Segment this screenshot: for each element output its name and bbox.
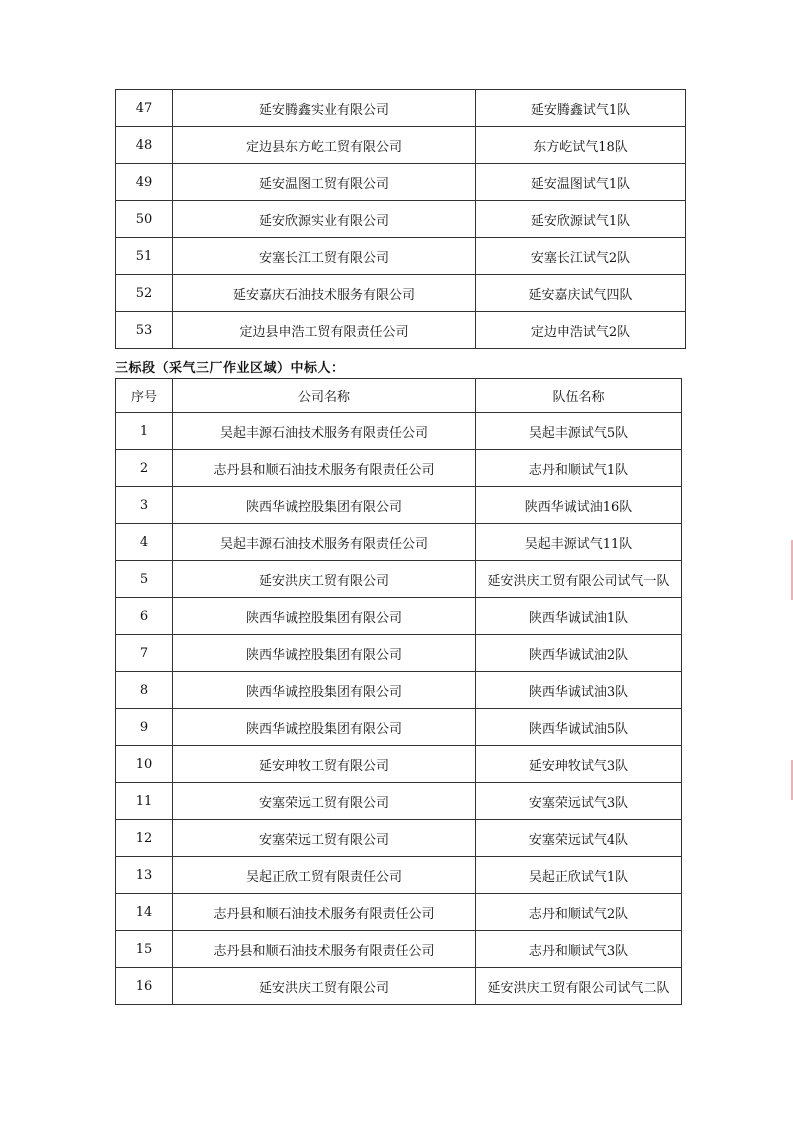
winners-table-continued <box>115 89 686 349</box>
cell-team-name: 东方屹试气18队 <box>476 127 686 164</box>
table-row <box>116 709 682 746</box>
table-row <box>116 127 686 164</box>
cell-serial-number: 1 <box>116 413 173 450</box>
cell-team-name: 延安洪庆工贸有限公司试气二队 <box>476 968 682 1005</box>
cell-company-name: 吴起丰源石油技术服务有限责任公司 <box>173 524 476 561</box>
table-row <box>116 413 682 450</box>
cell-team-name: 延安腾鑫试气1队 <box>476 90 686 127</box>
cell-serial-number: 14 <box>116 894 173 931</box>
cell-serial-number: 47 <box>116 90 173 127</box>
cell-company-name: 陕西华诚控股集团有限公司 <box>173 598 476 635</box>
cell-serial-number: 16 <box>116 968 173 1005</box>
cell-team-name: 延安嘉庆试气四队 <box>476 275 686 312</box>
cell-serial-number: 48 <box>116 127 173 164</box>
table-row <box>116 238 686 275</box>
table-row <box>116 783 682 820</box>
cell-serial-number: 2 <box>116 450 173 487</box>
cell-company-name: 延安欣源实业有限公司 <box>173 201 476 238</box>
cell-company-name: 志丹县和顺石油技术服务有限责任公司 <box>173 931 476 968</box>
cell-team-name: 志丹和顺试气2队 <box>476 894 682 931</box>
cell-company-name: 延安洪庆工贸有限公司 <box>173 968 476 1005</box>
cell-serial-number: 51 <box>116 238 173 275</box>
table-row <box>116 201 686 238</box>
cell-team-name: 延安欣源试气1队 <box>476 201 686 238</box>
cell-team-name: 延安温图试气1队 <box>476 164 686 201</box>
winners-table-section-3 <box>115 378 682 1005</box>
cell-company-name: 延安嘉庆石油技术服务有限公司 <box>173 275 476 312</box>
cell-serial-number: 11 <box>116 783 173 820</box>
cell-team-name: 志丹和顺试气1队 <box>476 450 682 487</box>
cell-serial-number: 7 <box>116 635 173 672</box>
table-row <box>116 450 682 487</box>
table-row <box>116 968 682 1005</box>
cell-company-name: 志丹县和顺石油技术服务有限责任公司 <box>173 894 476 931</box>
table-body <box>116 379 682 1005</box>
cell-team-name: 定边申浩试气2队 <box>476 312 686 349</box>
cell-company-name: 延安温图工贸有限公司 <box>173 164 476 201</box>
cell-serial-number: 10 <box>116 746 173 783</box>
cell-company-name: 延安腾鑫实业有限公司 <box>173 90 476 127</box>
cell-serial-number: 8 <box>116 672 173 709</box>
cell-team-name: 安塞荣远试气3队 <box>476 783 682 820</box>
cell-team-name: 志丹和顺试气3队 <box>476 931 682 968</box>
cell-serial-number: 9 <box>116 709 173 746</box>
cell-company-name: 延安珅牧工贸有限公司 <box>173 746 476 783</box>
header-company-name: 公司名称 <box>173 379 476 413</box>
cell-company-name: 安塞长江工贸有限公司 <box>173 238 476 275</box>
table-row <box>116 90 686 127</box>
table-row <box>116 275 686 312</box>
cell-serial-number: 13 <box>116 857 173 894</box>
cell-serial-number: 50 <box>116 201 173 238</box>
cell-team-name: 吴起丰源试气11队 <box>476 524 682 561</box>
cell-team-name: 安塞荣远试气4队 <box>476 820 682 857</box>
cell-company-name: 安塞荣远工贸有限公司 <box>173 783 476 820</box>
table-row <box>116 820 682 857</box>
cell-team-name: 陕西华诚试油3队 <box>476 672 682 709</box>
table-row <box>116 931 682 968</box>
cell-serial-number: 52 <box>116 275 173 312</box>
header-team-name: 队伍名称 <box>476 379 682 413</box>
cell-company-name: 陕西华诚控股集团有限公司 <box>173 672 476 709</box>
cell-company-name: 吴起丰源石油技术服务有限责任公司 <box>173 413 476 450</box>
cell-team-name: 吴起丰源试气5队 <box>476 413 682 450</box>
section-heading: 三标段（采气三厂作业区域）中标人： <box>115 361 345 376</box>
cell-serial-number: 12 <box>116 820 173 857</box>
table-body <box>116 90 686 349</box>
header-serial-number: 序号 <box>116 379 173 413</box>
table-row <box>116 598 682 635</box>
cell-team-name: 延安洪庆工贸有限公司试气一队 <box>476 561 682 598</box>
cell-serial-number: 49 <box>116 164 173 201</box>
cell-serial-number: 53 <box>116 312 173 349</box>
table-row <box>116 487 682 524</box>
table-row <box>116 672 682 709</box>
table-row <box>116 524 682 561</box>
table-row <box>116 746 682 783</box>
cell-company-name: 陕西华诚控股集团有限公司 <box>173 709 476 746</box>
cell-serial-number: 5 <box>116 561 173 598</box>
cell-team-name: 安塞长江试气2队 <box>476 238 686 275</box>
cell-serial-number: 3 <box>116 487 173 524</box>
table-row <box>116 857 682 894</box>
table-row <box>116 894 682 931</box>
cell-serial-number: 6 <box>116 598 173 635</box>
table-row <box>116 312 686 349</box>
table-row <box>116 635 682 672</box>
cell-team-name: 陕西华诚试油16队 <box>476 487 682 524</box>
cell-company-name: 陕西华诚控股集团有限公司 <box>173 635 476 672</box>
cell-team-name: 陕西华诚试油1队 <box>476 598 682 635</box>
cell-company-name: 安塞荣远工贸有限公司 <box>173 820 476 857</box>
table-header-row <box>116 379 682 413</box>
cell-company-name: 志丹县和顺石油技术服务有限责任公司 <box>173 450 476 487</box>
cell-team-name: 吴起正欣试气1队 <box>476 857 682 894</box>
table-row <box>116 561 682 598</box>
cell-company-name: 定边县东方屹工贸有限公司 <box>173 127 476 164</box>
cell-team-name: 延安珅牧试气3队 <box>476 746 682 783</box>
cell-company-name: 延安洪庆工贸有限公司 <box>173 561 476 598</box>
cell-team-name: 陕西华诚试油2队 <box>476 635 682 672</box>
cell-serial-number: 4 <box>116 524 173 561</box>
table-row <box>116 164 686 201</box>
cell-company-name: 定边县申浩工贸有限责任公司 <box>173 312 476 349</box>
cell-serial-number: 15 <box>116 931 173 968</box>
cell-team-name: 陕西华诚试油5队 <box>476 709 682 746</box>
cell-company-name: 陕西华诚控股集团有限公司 <box>173 487 476 524</box>
cell-company-name: 吴起正欣工贸有限责任公司 <box>173 857 476 894</box>
